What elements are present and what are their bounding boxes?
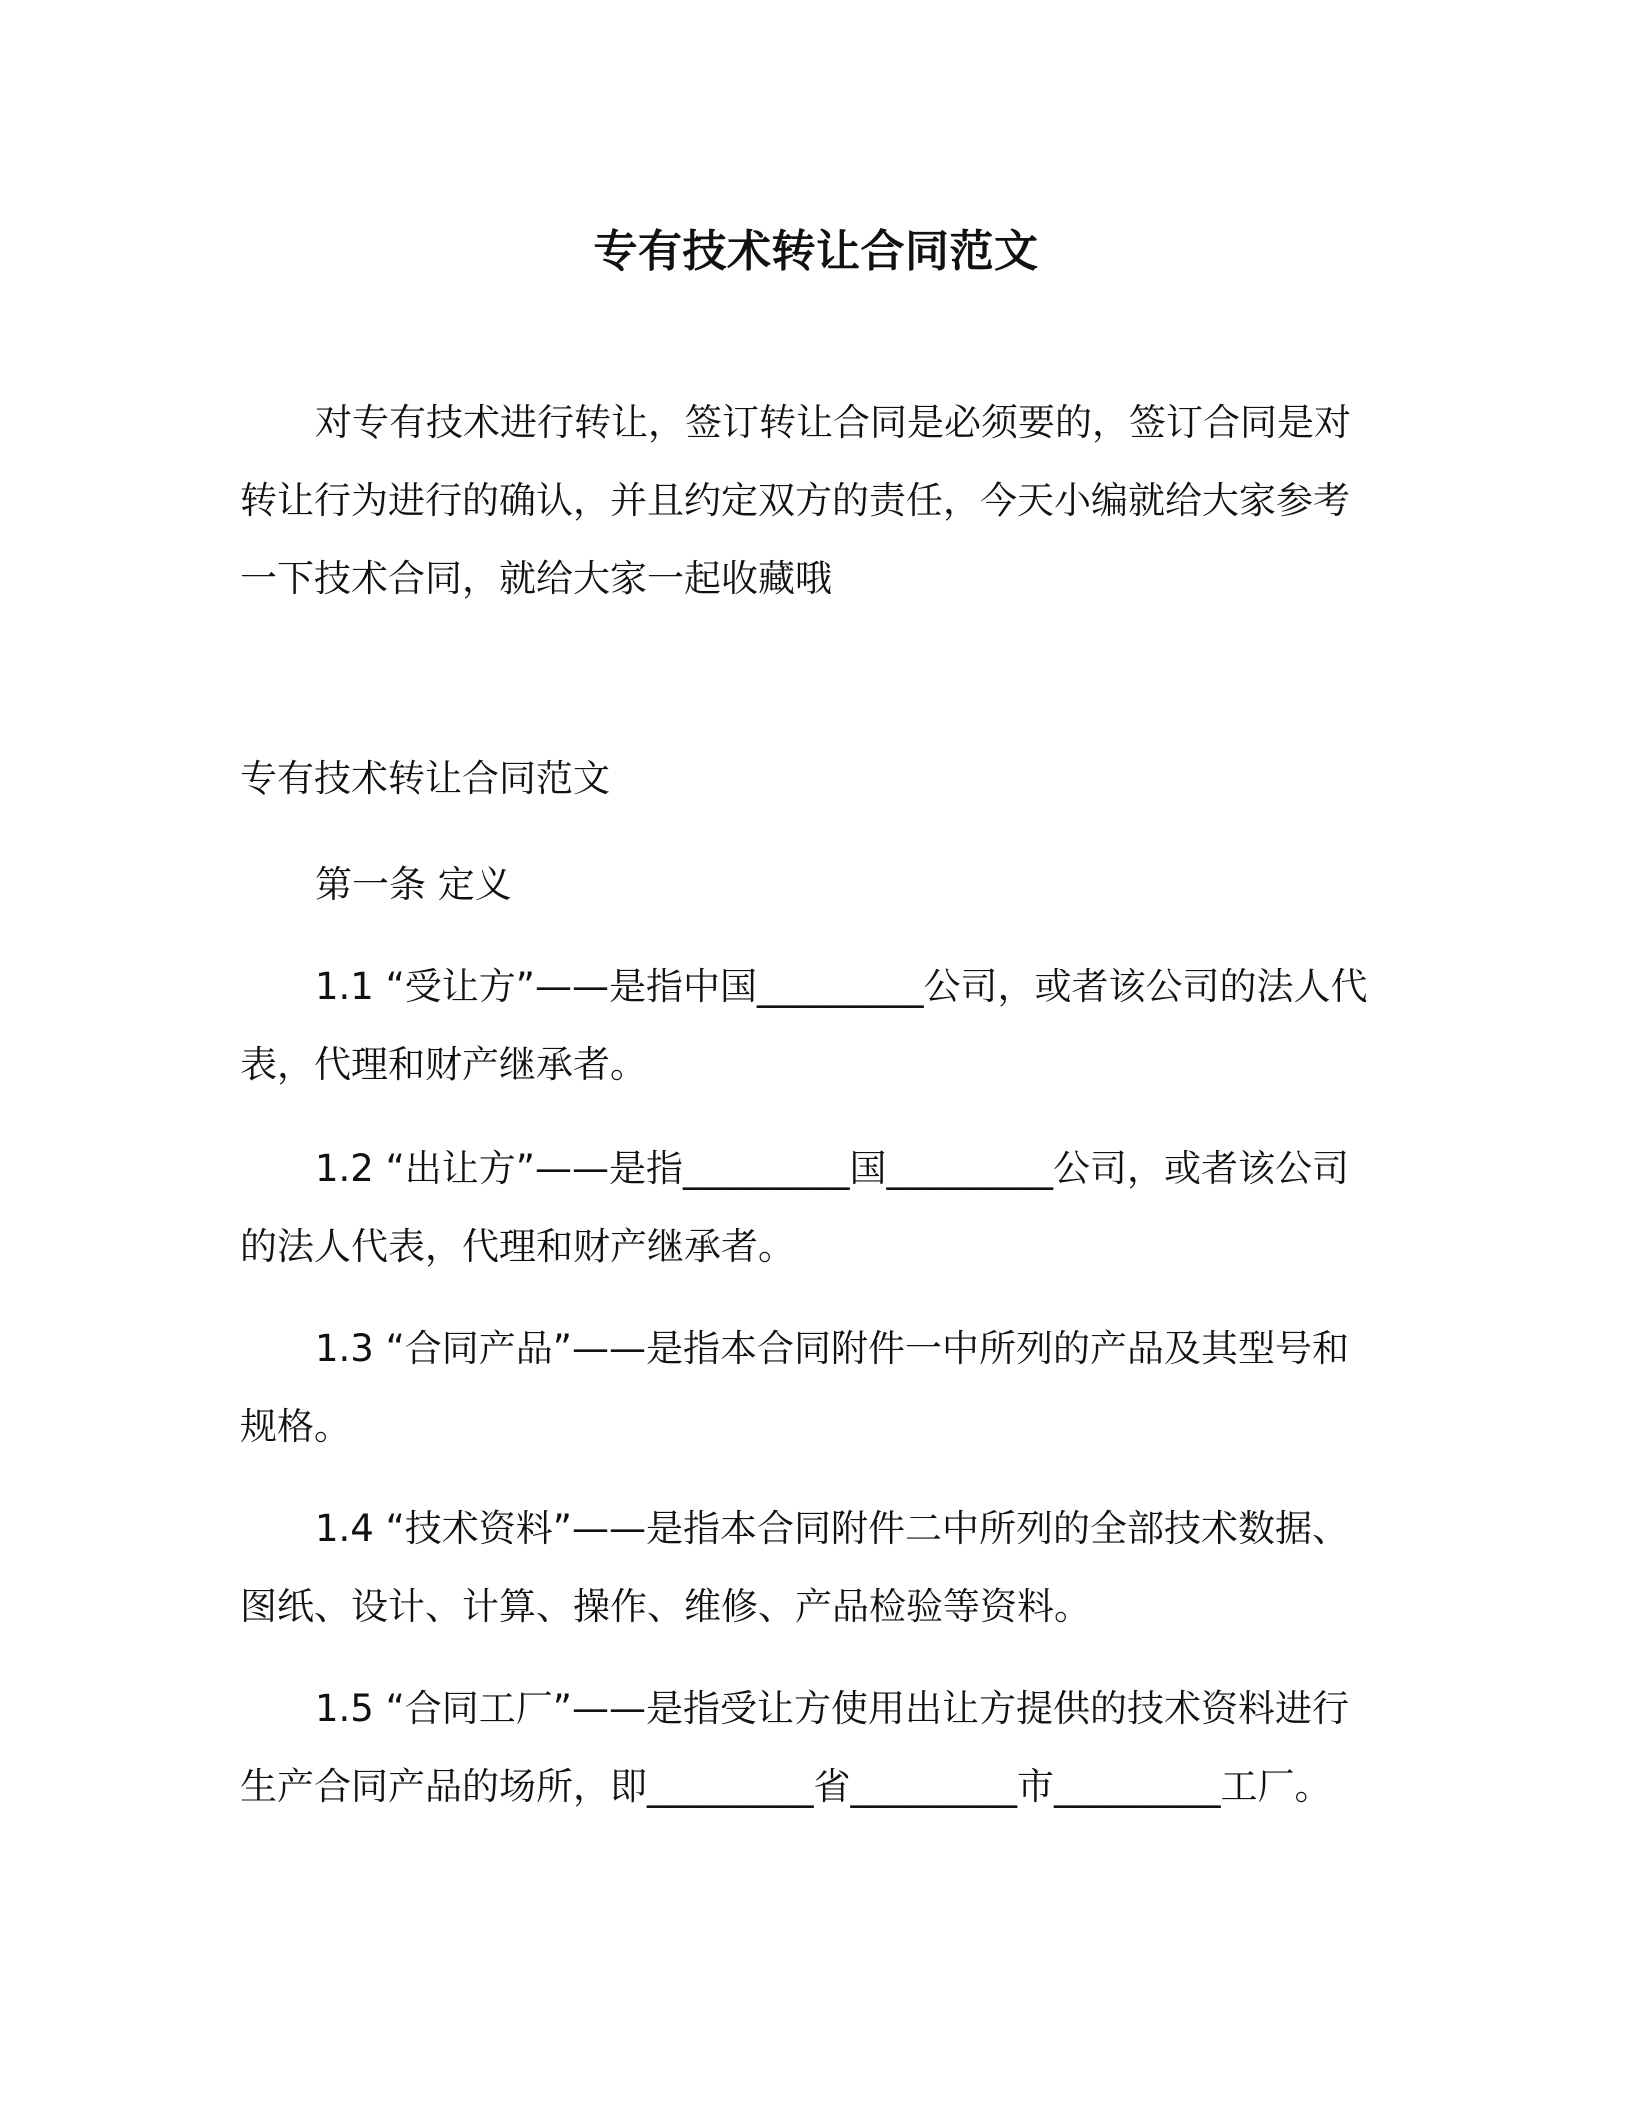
contract-subtitle: 专有技术转让合同范文 xyxy=(240,757,610,800)
document-title: 专有技术转让合同范文 xyxy=(593,226,1039,277)
article-1-heading: 第一条 定义 xyxy=(315,863,512,906)
intro-paragraph: 对专有技术进行转让，签订转让合同是必须要的，签订合同是对转让行为进行的确认，并且约定双方的责任，今天小编就给大家参考一下技术合同，就给大家一起收藏哦 xyxy=(240,401,1351,600)
definition-1-4: 1.4 “技术资料”——是指本合同附件二中所列的全部技术数据、图纸、设计、计算、操作、维修、产品检验等资料。 xyxy=(240,1507,1349,1628)
definition-1-3: 1.3 “合同产品”——是指本合同附件一中所列的产品及其型号和规格。 xyxy=(240,1327,1349,1448)
definition-1-1: 1.1 “受让方”——是指中国_________公司，或者该公司的法人代表，代理和财产继承者。 xyxy=(240,965,1368,1086)
definition-1-2: 1.2 “出让方”——是指_________国_________公司，或者该公司的法人代表，代理和财产继承者。 xyxy=(240,1147,1349,1268)
definition-1-5: 1.5 “合同工厂”——是指受让方使用出让方提供的技术资料进行生产合同产品的场所，即_________省_________市_________工厂。 xyxy=(240,1687,1349,1808)
